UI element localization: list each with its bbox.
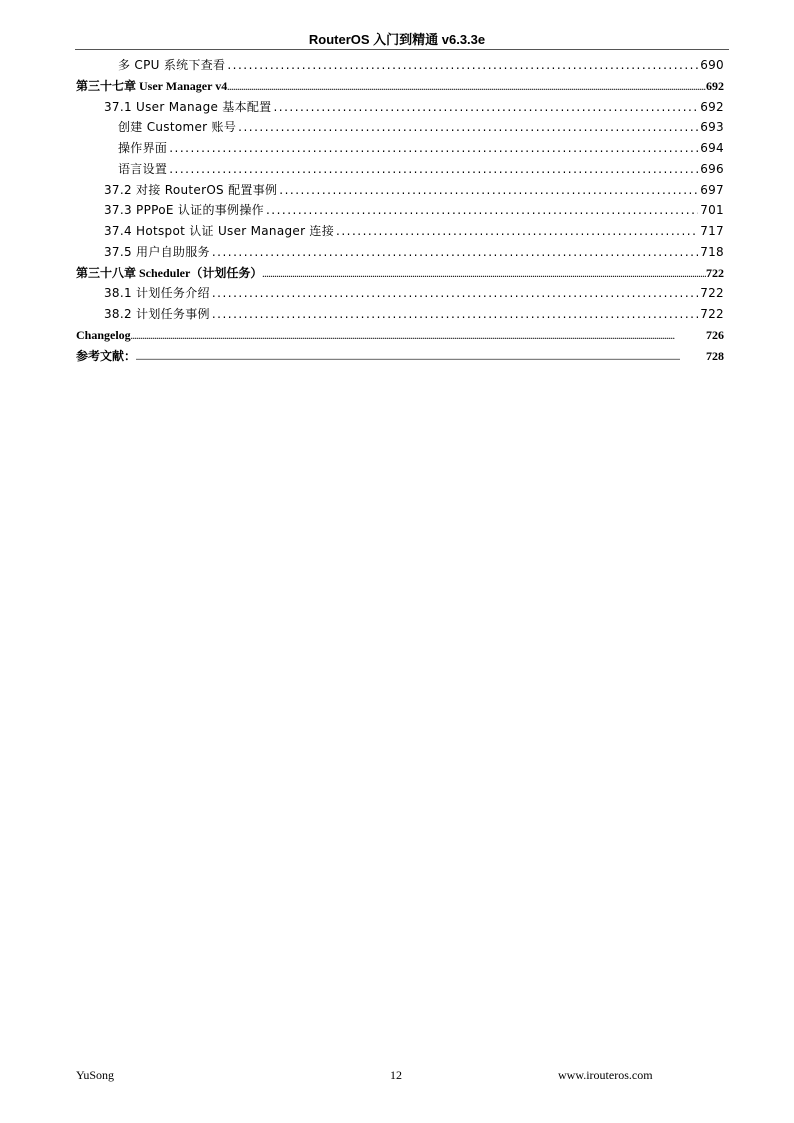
toc-entry-label: 第三十七章 User Manager v4 [76,78,228,93]
toc-entry[interactable] [118,117,724,138]
toc-dot-leader [212,283,698,304]
toc-chapter-entry[interactable] [76,346,724,367]
toc-entry-page: 694 [700,141,724,155]
toc-section-entry[interactable] [104,200,724,221]
toc-entry[interactable] [118,55,724,76]
footer-author: YuSong [76,1068,115,1082]
page-footer [0,1068,794,1084]
footer-page-number: 12 [390,1068,402,1082]
toc-dot-leader [227,55,698,76]
toc-dot-leader [212,304,698,325]
toc-dot-leader [169,138,698,159]
toc-entry-label: 操作界面 [118,141,168,155]
toc-entry-label: 37.4 Hotspot 认证 User Manager 连接 [104,224,335,238]
toc-section-entry[interactable] [104,97,724,118]
toc-entry-page: 692 [706,78,724,93]
toc-entry-page: 717 [700,224,724,238]
toc-entry-page: 728 [706,348,724,363]
toc-dot-leader [136,348,706,369]
toc-entry-label: 38.2 计划任务事例 [104,307,210,321]
toc-chapter-entry[interactable] [76,263,724,284]
toc-entry-label: 37.5 用户自助服务 [104,244,210,259]
toc-section-entry[interactable] [104,304,724,325]
toc-entry-page: 722 [706,265,724,280]
toc-chapter-entry[interactable] [76,76,724,97]
toc-entry-label: 参考文献： [76,348,137,363]
toc-dot-leader [266,200,698,221]
table-of-contents [76,55,724,366]
toc-entry-page: 692 [700,99,724,114]
toc-chapter-entry[interactable] [76,325,724,346]
toc-section-entry[interactable] [104,242,724,263]
footer-website: www.irouteros.com [558,1068,653,1082]
toc-entry-page: 722 [700,286,724,301]
toc-entry-page: 696 [700,161,724,176]
toc-entry-label: 37.3 PPPoE 认证的事例操作 [104,203,264,218]
toc-dot-leader [169,159,698,180]
toc-dot-leader [262,265,706,286]
toc-dot-leader [212,242,698,263]
toc-entry-label: 语言设置 [118,161,168,176]
toc-entry-page: 718 [700,244,724,259]
toc-dot-leader [238,117,698,138]
toc-entry-page: 693 [700,120,724,135]
toc-entry-label: 37.1 User Manage 基本配置 [104,99,272,114]
toc-entry-label: 创建 Customer 账号 [118,120,237,135]
header-divider [75,49,729,50]
toc-section-entry[interactable] [104,221,724,242]
toc-entry-label: 38.1 计划任务介绍 [104,286,210,301]
toc-entry[interactable] [118,138,724,159]
toc-section-entry[interactable] [104,180,724,201]
toc-entry-label: 第三十八章 Scheduler（计划任务） [76,265,263,280]
toc-dot-leader [279,180,698,201]
page-header-title: RouterOS 入门到精通 v6.3.3e [308,32,486,47]
toc-section-entry[interactable] [104,283,724,304]
toc-entry-label: Changelog [76,327,131,342]
toc-entry-page: 722 [700,307,724,321]
toc-entry-page: 701 [700,203,724,218]
toc-entry-page: 697 [700,182,724,197]
toc-entry[interactable] [118,159,724,180]
toc-entry-label: 37.2 对接 RouterOS 配置事例 [104,182,278,197]
toc-dot-leader [131,327,706,348]
toc-entry-page: 726 [706,327,724,342]
toc-entry-label: 多 CPU 系统下查看 [118,58,226,72]
toc-entry-page: 690 [700,58,724,72]
toc-dot-leader [227,78,706,99]
toc-dot-leader [336,221,698,242]
toc-dot-leader [273,97,698,118]
